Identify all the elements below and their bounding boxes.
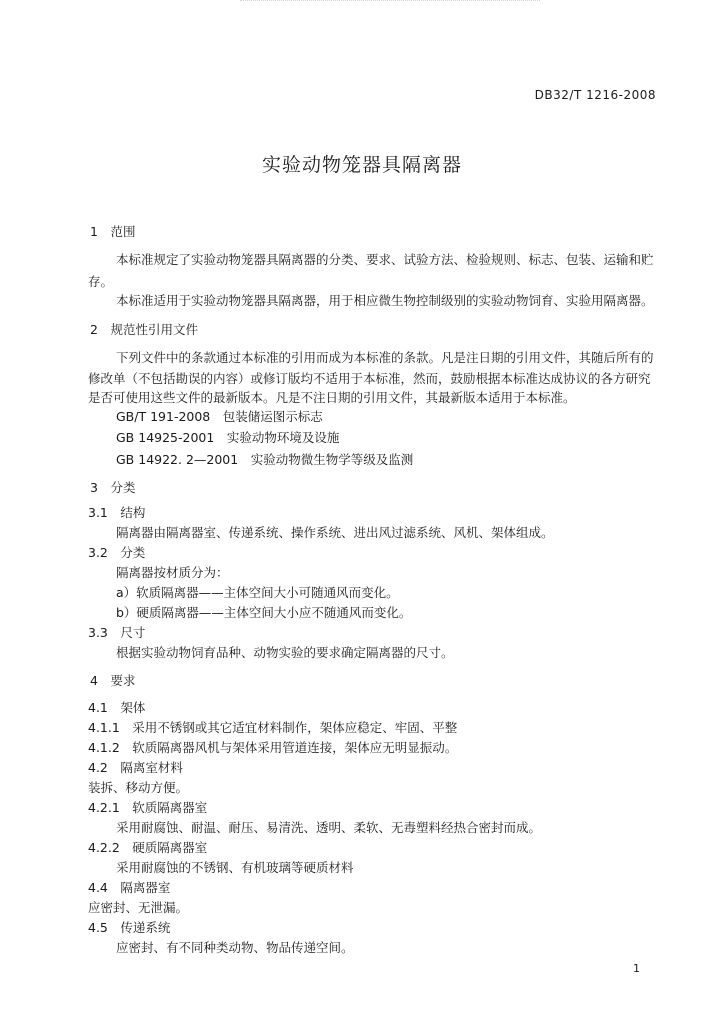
section-heading: 1 范围	[90, 224, 136, 239]
list-item: b）硬质隔离器——主体空间大小应不随通风而变化。	[116, 605, 412, 620]
subsection-heading: 3.3 尺寸	[88, 625, 146, 640]
paragraph-line: 下列文件中的条款通过本标准的引用而成为本标准的条款。凡是注日期的引用文件，其随后所有的	[116, 350, 654, 365]
section-heading: 2 规范性引用文件	[90, 322, 198, 337]
paragraph-line: 是否可使用这些文件的最新版本。凡是不注日期的引用文件，其最新版本适用于本标准。	[88, 390, 576, 405]
paragraph-line: 本标准适用于实验动物笼器具隔离器，用于相应微生物控制级别的实验动物饲育、实验用隔离器。	[116, 293, 654, 308]
paragraph-line: 隔离器由隔离器室、传递系统、操作系统、进出风过滤系统、风机、架体组成。	[116, 525, 554, 540]
document-number: DB32/T 1216-2008	[534, 88, 656, 102]
clause-line: 4.1.1 采用不锈钢或其它适宜材料制作，架体应稳定、牢固、平整	[88, 720, 458, 735]
subsection-heading: 3.2 分类	[88, 545, 146, 560]
paragraph-line: 采用耐腐蚀、耐温、耐压、易清洗、透明、柔软、无毒塑料经热合密封而成。	[116, 820, 542, 835]
reference-item: GB 14922. 2—2001 实验动物微生物学等级及监测	[116, 452, 414, 467]
section-heading: 4 要求	[90, 673, 136, 688]
paragraph-line: 应密封、有不同种类动物、物品传递空间。	[116, 940, 354, 955]
subsection-heading: 4.5 传递系统	[88, 920, 171, 935]
reference-item: GB 14925-2001 实验动物环境及设施	[116, 430, 340, 445]
clause-line: 4.1.2 软质隔离器风机与架体采用管道连接，架体应无明显振动。	[88, 740, 458, 755]
paragraph-line: 存。	[88, 274, 114, 289]
section-heading: 3 分类	[90, 480, 136, 495]
document-title: 实验动物笼器具隔离器	[261, 154, 462, 176]
subsection-heading: 4.4 隔离器室	[88, 880, 171, 895]
reference-item: GB/T 191-2008 包装储运图示标志	[116, 409, 323, 424]
scan-artifact	[240, 0, 540, 9]
subsection-heading: 4.2 隔离室材料	[88, 760, 183, 775]
subsection-heading: 4.1 架体	[88, 700, 146, 715]
paragraph-line: 修改单（不包括勘误的内容）或修订版均不适用于本标准，然而，鼓励根据本标准达成协议的各方研究	[88, 371, 651, 386]
list-item: a）软质隔离器——主体空间大小可随通风而变化。	[116, 585, 399, 600]
page-number: 1	[633, 962, 640, 975]
paragraph-line: 应密封、无泄漏。	[88, 900, 189, 915]
paragraph-line: 根据实验动物饲育品种、动物实验的要求确定隔离器的尺寸。	[116, 645, 454, 660]
subsection-heading: 3.1 结构	[88, 505, 146, 520]
paragraph-line: 采用耐腐蚀的不锈钢、有机玻璃等硬质材料	[116, 860, 354, 875]
subsection-heading: 4.2.1 软质隔离器室	[88, 800, 208, 815]
paragraph-line: 装拆、移动方便。	[88, 780, 189, 795]
subsection-heading: 4.2.2 硬质隔离器室	[88, 840, 208, 855]
paragraph-line: 本标准规定了实验动物笼器具隔离器的分类、要求、试验方法、检验规则、标志、包装、运输和贮	[116, 252, 654, 267]
paragraph-line: 隔离器按材质分为：	[116, 565, 229, 580]
